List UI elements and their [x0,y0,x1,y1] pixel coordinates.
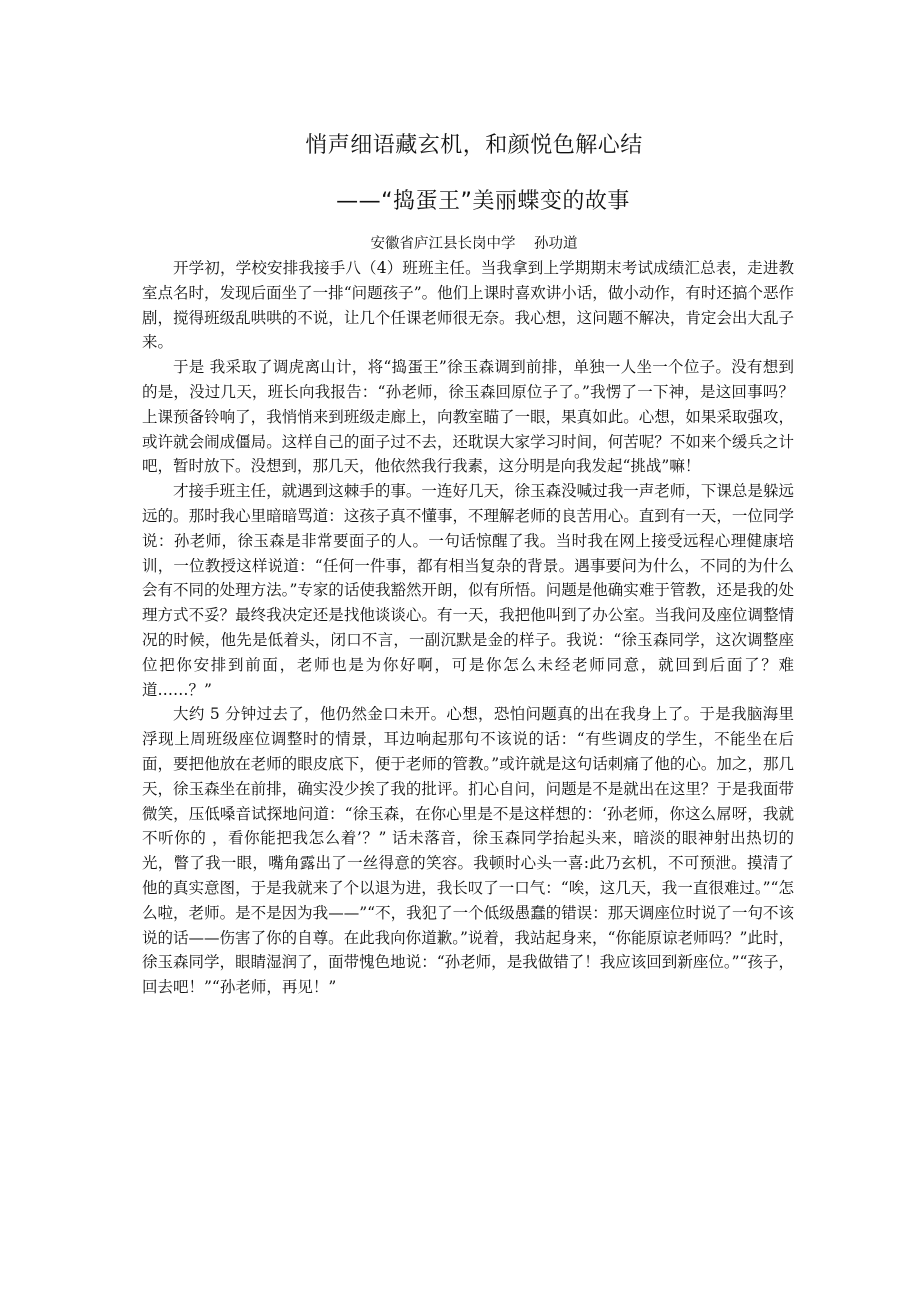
document-subtitle: ——“捣蛋王”美丽蝶变的故事 [336,189,630,214]
author-line: 安徽省庐江县长岗中学 孙功道 [370,236,578,252]
paragraph-2: 于是 我采取了调虎离山计，将“捣蛋王”徐玉森调到前排，单独一人坐一个位子。没有想到的是，没过几天，班长向我报告：“孙老师，徐玉森回原位子了。”我愣了一下神，是这回事吗？上课预备铃响了，我悄悄来到班级走廊上，向教室瞄了一眼，果真如此。心想，如果采取强攻，或许就会闹成僵局。这样自己的面子过不去，还耽误大家学习时间，何苦呢？不如来个缓兵之计吧，暂时放下。没想到，那几天，他依然我行我素，这分明是向我发起“挑战”嘛！ [142,358,794,476]
document-title: 悄声细语藏玄机，和颜悦色解心结 [305,133,643,158]
article-body [142,256,794,1000]
paragraph-3: 才接手班主任，就遇到这棘手的事。一连好几天，徐玉森没喊过我一声老师，下课总是躲远远的。那时我心里暗暗骂道：这孩子真不懂事，不理解老师的良苦用心。直到有一天，一位同学说：孙老师，徐玉森是非常要面子的人。一句话惊醒了我。当时我在网上接受远程心理健康培训，一位教授这样说道：“任何一件事，都有相当复杂的背景。遇事要问为什么，不同的为什么会有不同的处理方法。”专家的话使我豁然开朗，似有所悟。问题是他确实难于管教，还是我的处理方式不妥？最终我决定还是找他谈谈心。有一天，我把他叫到了办公室。当我问及座位调整情况的时候，他先是低着头，闭口不言，一副沉默是金的样子。我说：“徐玉森同学，这次调整座位把你安排到前面，老师也是为你好啊，可是你怎么未经老师同意，就回到后面了？难道……？” [142,482,794,699]
paragraph-1: 开学初，学校安排我接手八（4）班班主任。当我拿到上学期期末考试成绩汇总表，走进教室点名时，发现后面坐了一排“问题孩子”。他们上课时喜欢讲小话，做小动作，有时还搞个恶作剧，搅得班级乱哄哄的不说，让几个任课老师很无奈。我心想，这问题不解决，肯定会出大乱子来。 [142,259,794,352]
paragraph-4: 大约 5 分钟过去了，他仍然金口未开。心想，恐怕问题真的出在我身上了。于是我脑海里浮现上周班级座位调整时的情景，耳边响起那句不该说的话：“有些调皮的学生，不能坐在后面，要把他放在老师的眼皮底下，便于老师的管教。”或许就是这句话刺痛了他的心。加之，那几天，徐玉森坐在前排，确实没少挨了我的批评。扪心自问，问题是不是就出在这里？于是我面带微笑，压低嗓音试探地问道：“徐玉森，在你心里是不是这样想的：‘孙老师，你这么屌呀，我就不听你的 ，看你能把我怎么着’？” 话未落音，徐玉森同学抬起头来，暗淡的眼神射出热切的光，瞥了我一眼，嘴角露出了一丝得意的笑容。我顿时心头一喜:此乃玄机，不可预泄。摸清了他的真实意图，于是我就来了个以退为进，我长叹了一口气：“唉，这几天，我一直很难过。”“怎么啦，老师。是不是因为我——”“不，我犯了一个低级愚蠢的错误：那天调座位时说了一句不该说的话——伤害了你的自尊。在此我向你道歉。”说着，我站起身来，“你能原谅老师吗？”此时，徐玉森同学，眼睛湿润了，面带愧色地说：“孙老师，是我做错了！我应该回到新座位。”“孩子，回去吧！”“孙老师，再见！” [142,705,794,997]
